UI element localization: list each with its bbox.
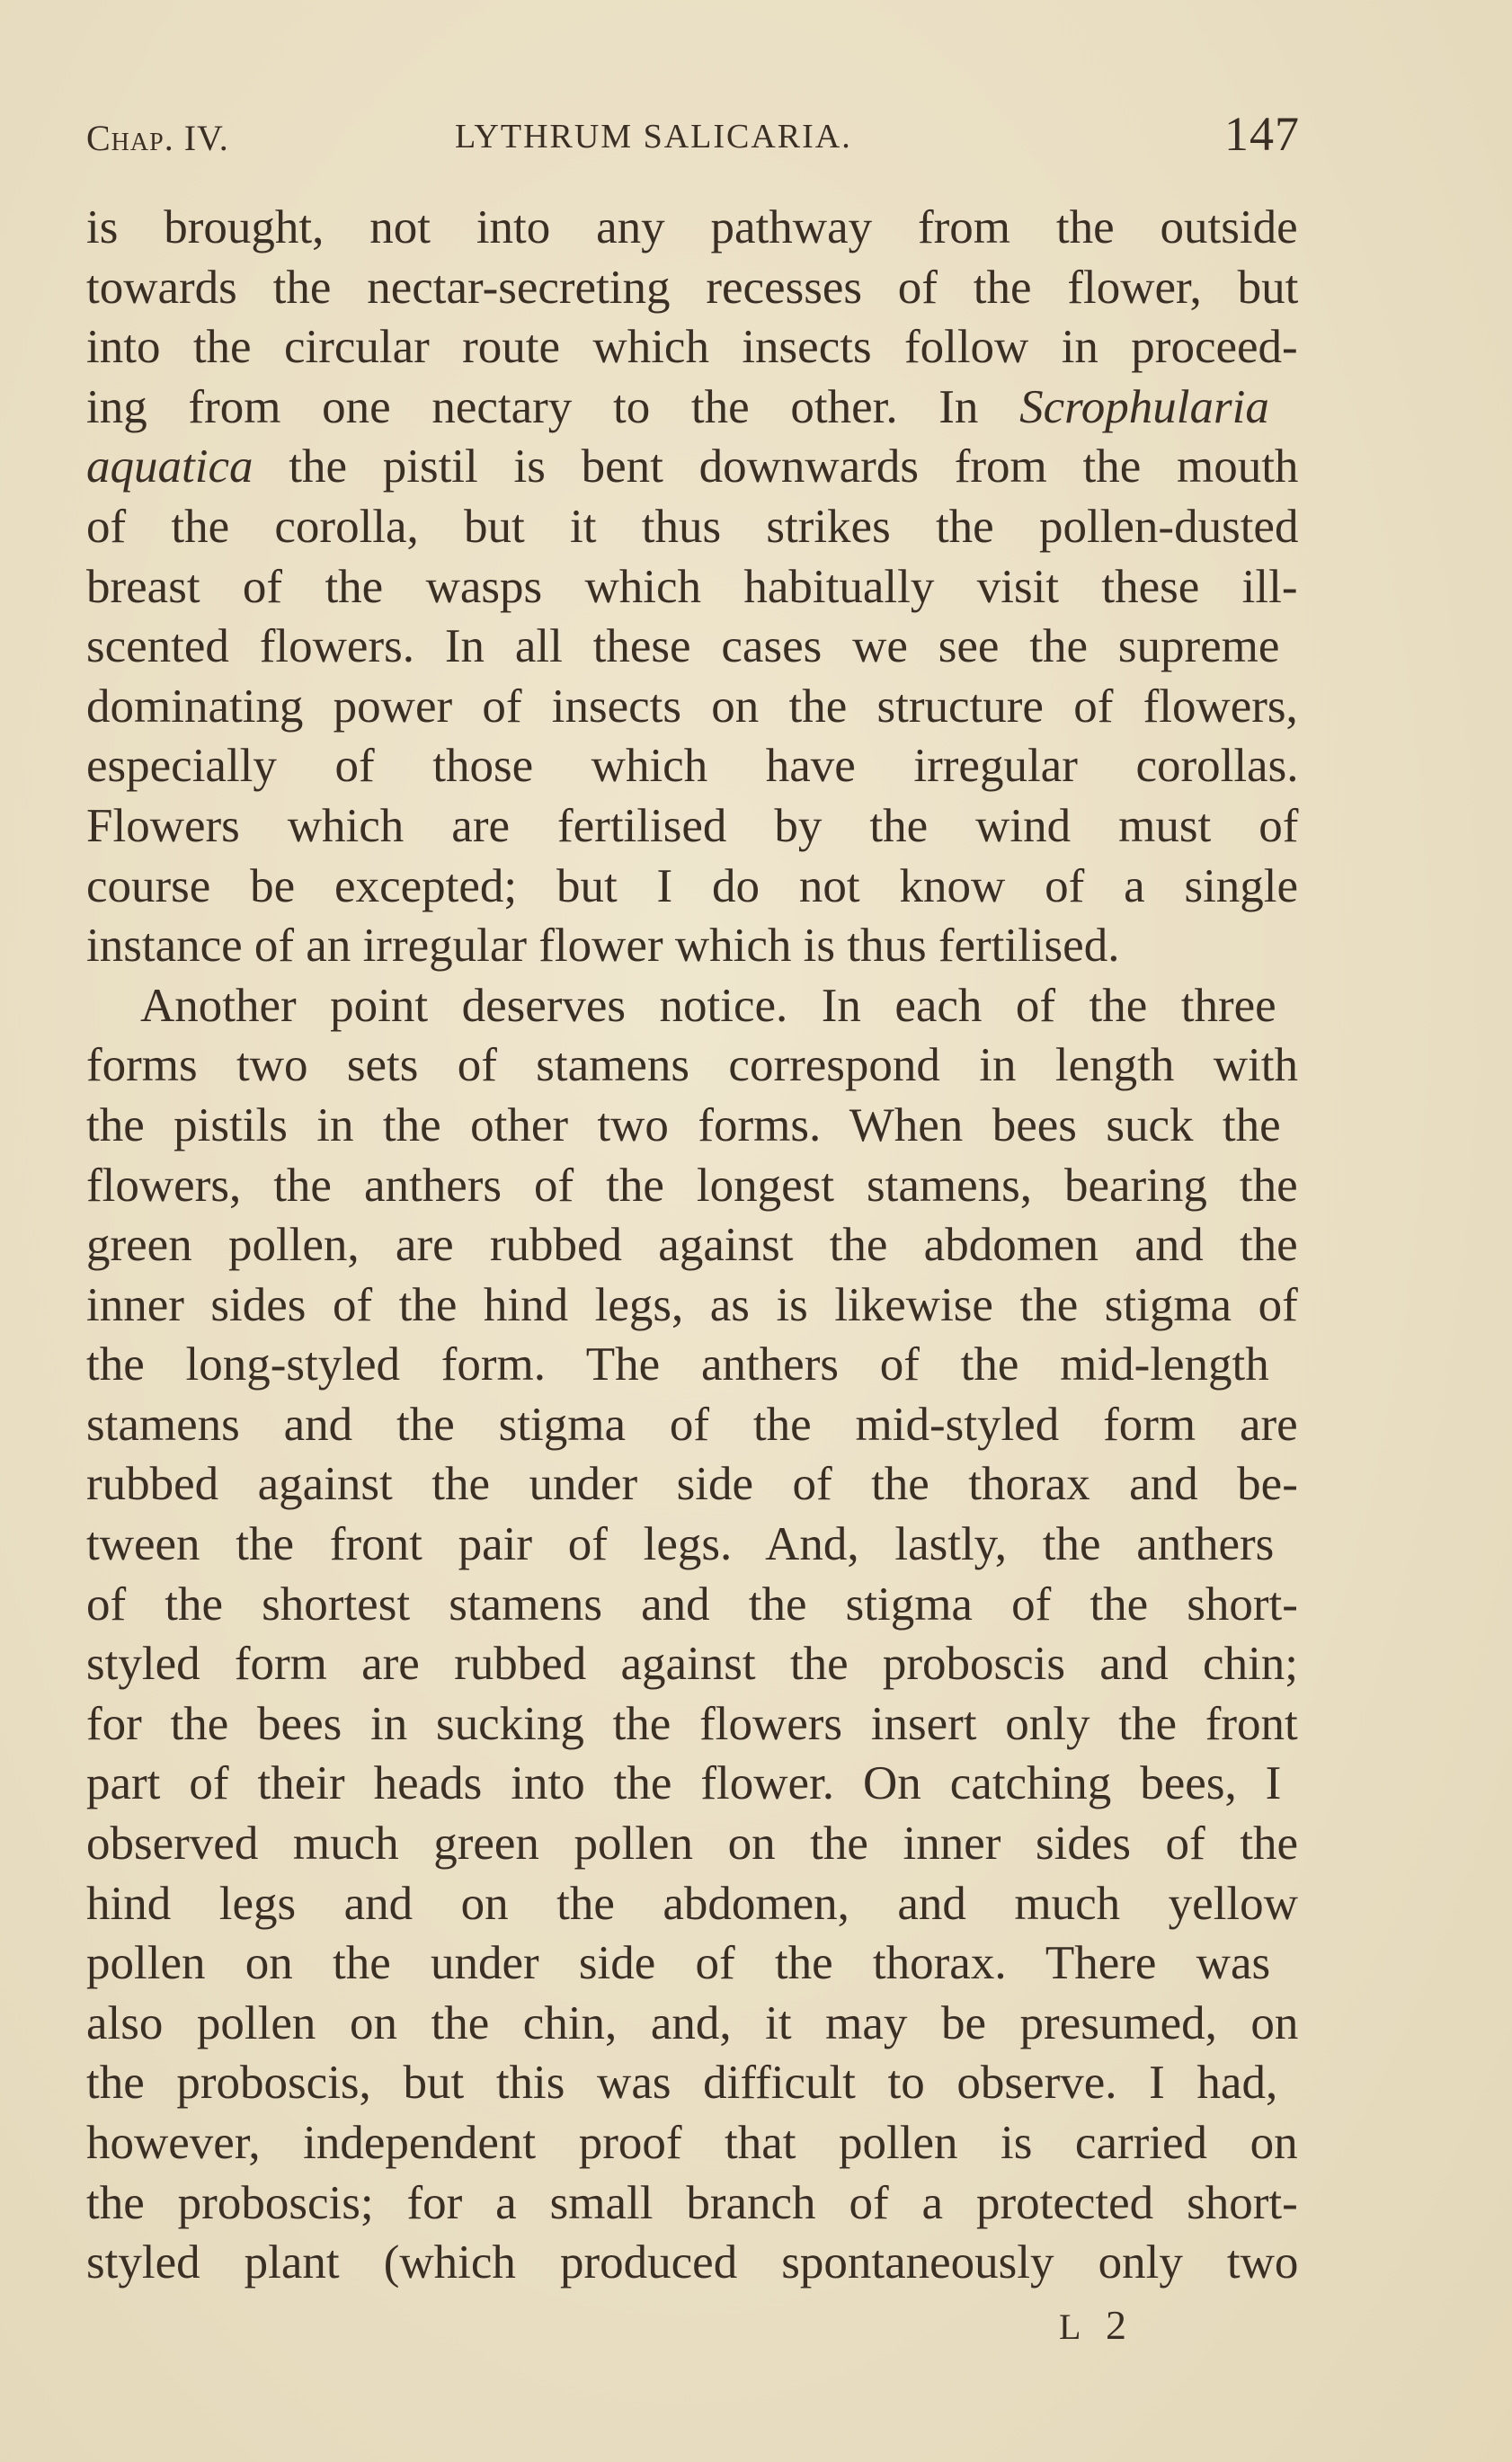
text-line-5 (86, 437, 1298, 497)
text-line-34: the proboscis; for a small branch of a protected short- (86, 2176, 1298, 2229)
text-line-20: the long-styled form. The anthers of the mid-length (86, 1338, 1269, 1391)
page-number: 147 (1224, 107, 1300, 161)
text-line-24: of the shortest stamens and the stigma of the short- (86, 1578, 1298, 1631)
text-line-22: rubbed against the under side of the thorax and be- (86, 1458, 1298, 1511)
text-line-31: also pollen on the chin, and, it may be presumed, on (86, 1996, 1299, 2049)
text-line-7: breast of the wasps which habitually visit these ill- (86, 560, 1298, 613)
text-line-5-roman: the pistil is bent downwards from the mouth (253, 440, 1299, 493)
text-line-35: styled plant (which produced spontaneously only two (86, 2236, 1299, 2289)
text-line-1: is brought, not into any pathway from the outside (86, 201, 1298, 253)
text-line-17: flowers, the anthers of the longest stamens, bearing the (86, 1159, 1298, 1212)
text-line-4 (86, 378, 1298, 438)
text-line-27: part of their heads into the flower. On catching bees, I (86, 1757, 1282, 1810)
page-body (86, 198, 1298, 2293)
printer-signature (1059, 2301, 1134, 2349)
running-title: LYTHRUM SALICARIA. (455, 118, 852, 156)
text-line-23: tween the front pair of legs. And, lastly, the anthers (86, 1518, 1275, 1571)
text-line-30: pollen on the under side of the thorax. There was (86, 1937, 1271, 1990)
text-line-14: Another point deserves notice. In each of the three (140, 979, 1276, 1032)
text-line-25: styled form are rubbed against the proboscis and chin; (86, 1638, 1299, 1691)
text-line-29: hind legs and on the abdomen, and much yellow (86, 1877, 1298, 1930)
text-line-15: forms two sets of stamens correspond in length with (86, 1039, 1298, 1092)
text-line-32: the proboscis, but this was difficult to observe. I had, (86, 2057, 1278, 2110)
chapter-label: Chap. IV. (86, 118, 229, 158)
text-line-13: instance of an irregular flower which is thus fertilised. (86, 920, 1120, 973)
text-line-10: especially of those which have irregular corollas. (86, 740, 1299, 793)
text-line-33: however, independent proof that pollen is carried on (86, 2117, 1298, 2169)
text-line-19: inner sides of the hind legs, as is likewise the stigma of (86, 1278, 1298, 1331)
signature-number: 2 (1105, 2302, 1134, 2348)
italic-scrophularia: Scrophularia (1019, 380, 1269, 433)
text-line-6: of the corolla, but it thus strikes the pollen-dusted (86, 500, 1299, 553)
text-line-2: towards the nectar-secreting recesses of the flower, but (86, 261, 1299, 314)
text-line-28: observed much green pollen on the inner sides of the (86, 1818, 1299, 1871)
text-line-18: green pollen, are rubbed against the abdomen and the (86, 1219, 1298, 1272)
text-line-12: course be excepted; but I do not know of a single (86, 859, 1299, 912)
running-header (86, 101, 1300, 164)
text-line-16: the pistils in the other two forms. When bees suck the (86, 1098, 1281, 1151)
text-line-3: into the circular route which insects follow in proceed- (86, 321, 1298, 374)
text-line-11: Flowers which are fertilised by the wind must of (86, 799, 1299, 852)
text-line-21: stamens and the stigma of the mid-styled form are (86, 1398, 1298, 1451)
text-line-26: for the bees in sucking the flowers insert only the front (86, 1697, 1298, 1750)
text-line-9: dominating power of insects on the structure of flowers, (86, 680, 1298, 733)
text-line-8: scented flowers. In all these cases we see the supreme (86, 620, 1280, 673)
italic-aquatica: aquatica (86, 440, 253, 493)
signature-letter: L (1059, 2306, 1089, 2347)
text-line-4-roman: ing from one nectary to the other. In (86, 380, 1020, 433)
